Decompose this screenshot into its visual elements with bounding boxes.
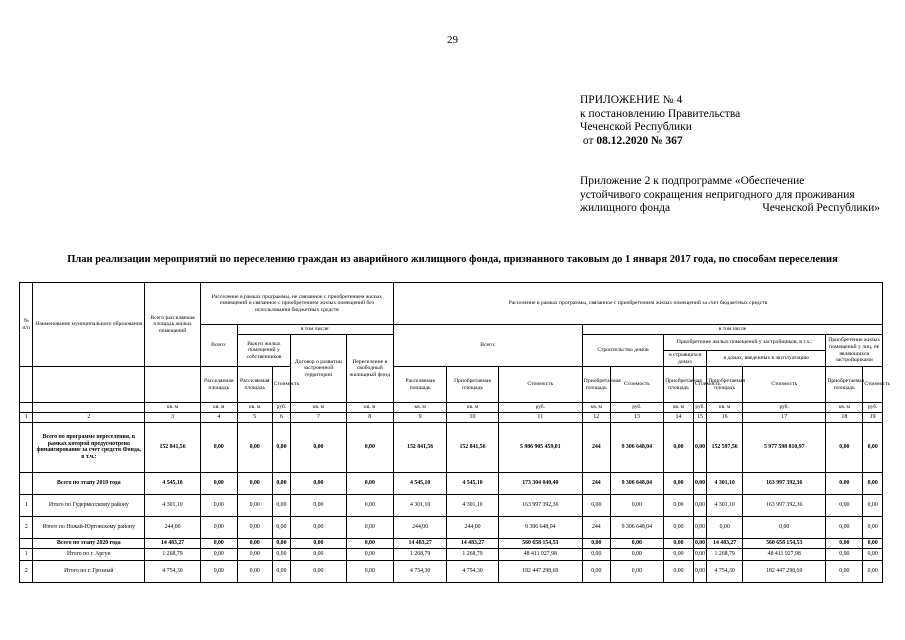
header-name: Наименование муниципального образования	[33, 283, 145, 367]
value-cell: 0,00	[237, 494, 272, 516]
value-cell: 152 597,56	[707, 422, 743, 472]
header-priobr-zastr: Приобретение жилых помещений у застройщиков, в т.ч.:	[664, 335, 826, 351]
value-cell: 0,00	[664, 472, 694, 494]
value-cell: 0,00	[863, 422, 883, 472]
header-rass-pl-b: Расселяемая площадь	[393, 367, 446, 403]
appendix2-line3a: жилищного фонда	[580, 202, 671, 214]
header-num: № п/п	[20, 283, 33, 367]
header-stoimost-domah: Стоимость	[743, 367, 826, 403]
unit-cell-13: руб.	[610, 403, 663, 413]
appendix-line4-prefix: от	[582, 134, 594, 147]
value-cell: 0,00	[291, 560, 346, 582]
value-cell: 163 997 392,36	[743, 472, 826, 494]
unit-cell-12: кв. м	[582, 403, 610, 413]
value-cell: 0,00	[863, 516, 883, 538]
row-name: Итого по г. Аргун	[33, 548, 145, 560]
value-cell: 0,00	[826, 538, 863, 548]
value-cell: 0,00	[610, 538, 663, 548]
row-number: 1	[20, 494, 33, 516]
value-cell: 4 754,30	[447, 560, 498, 582]
column-number: 3	[145, 413, 200, 423]
value-cell: 0,00	[693, 560, 706, 582]
value-cell: 4 545,10	[145, 472, 200, 494]
value-cell: 0,00	[272, 472, 290, 494]
table-row	[20, 516, 883, 538]
value-cell: 244,00	[145, 516, 200, 538]
value-cell: 0,00	[582, 538, 610, 548]
appendix2-line2: устойчивого сокращения непригодного для проживания	[580, 188, 855, 201]
row-number	[20, 472, 33, 494]
header-v-domah: в домах, введенных в эксплуатацию	[707, 351, 826, 367]
row-name: Всего по этапу 2019 года	[33, 472, 145, 494]
value-cell: 152 841,56	[145, 422, 200, 472]
value-cell: 152 841,56	[393, 422, 446, 472]
row-name: Всего по программе переселения, в рамках которой предусмотрено финансирование за счет средств Фонда, в т.ч.:	[33, 422, 145, 472]
value-cell: 0,00	[664, 548, 694, 560]
column-number: 14	[664, 413, 694, 423]
value-cell: 0,00	[346, 538, 393, 548]
value-cell: 4 301,10	[145, 494, 200, 516]
appendix2-block	[580, 175, 880, 216]
value-cell: 244	[582, 472, 610, 494]
value-cell: 0,00	[664, 538, 694, 548]
column-number: 11	[498, 413, 582, 423]
unit-cell-15: руб.	[693, 403, 706, 413]
column-number: 4	[200, 413, 237, 423]
value-cell: 0,00	[200, 548, 237, 560]
page-number: 29	[447, 34, 458, 46]
table-row	[20, 560, 883, 582]
header-v-tom-chisle-b: в том числе	[582, 325, 882, 335]
value-cell: 0,00	[291, 538, 346, 548]
value-cell: 4 301,10	[447, 494, 498, 516]
header-group-a: Расселение в рамках программы, не связанное с приобретением жилых помещений и связанное с приобретением жилых помещений без использования бюджетных средств	[200, 283, 393, 325]
value-cell: 0,00	[664, 560, 694, 582]
column-number: 9	[393, 413, 446, 423]
column-number: 17	[743, 413, 826, 423]
value-cell: 0,00	[272, 516, 290, 538]
value-cell: 560 658 154,53	[498, 538, 582, 548]
value-cell: 0,00	[200, 538, 237, 548]
value-cell: 5 986 905 459,01	[498, 422, 582, 472]
row-number: 1	[20, 548, 33, 560]
value-cell: 0,00	[291, 422, 346, 472]
value-cell: 0,00	[693, 516, 706, 538]
value-cell: 152 841,56	[447, 422, 498, 472]
header-priobr-lic: Приобретение жилых помещений у лиц, не являющихся застройщиками	[826, 335, 883, 367]
value-cell: 0,00	[664, 516, 694, 538]
column-number-row	[20, 413, 883, 423]
value-cell: 0,00	[237, 538, 272, 548]
row-name: Всего по этапу 2020 года	[33, 538, 145, 548]
value-cell: 0,00	[200, 516, 237, 538]
value-cell: 0,00	[291, 516, 346, 538]
value-cell: 14 483,27	[447, 538, 498, 548]
value-cell: 14 483,27	[393, 538, 446, 548]
appendix-line1: ПРИЛОЖЕНИЕ № 4	[580, 94, 683, 106]
header-total-area: Всего расселяемая площадь жилых помещений	[145, 283, 200, 367]
value-cell: 4 301,10	[393, 494, 446, 516]
value-cell: 0,00	[610, 548, 663, 560]
value-cell: 4 754,30	[393, 560, 446, 582]
header-rass-pl-vykup: Расселяемая площадь	[237, 367, 272, 403]
resettlement-plan-table	[19, 282, 891, 583]
header-stoimost-stroy: Стоимость	[693, 367, 706, 403]
row-number	[20, 538, 33, 548]
header-group-b: Расселение в рамках программы, связанное с приобретением жилых помещений за счет бюджетных средств	[393, 283, 882, 325]
value-cell: 0,00	[237, 516, 272, 538]
unit-cell-9: кв. м	[393, 403, 446, 413]
value-cell: 0,00	[693, 422, 706, 472]
table-row	[20, 494, 883, 516]
value-cell: 560 658 154,53	[743, 538, 826, 548]
value-cell: 48 411 927,98	[743, 548, 826, 560]
value-cell: 9 306 648,04	[610, 472, 663, 494]
unit-cell-8: кв. м	[346, 403, 393, 413]
value-cell: 1 268,79	[145, 548, 200, 560]
value-cell: 0,00	[707, 516, 743, 538]
value-cell: 163 997 392,36	[743, 494, 826, 516]
column-number: 13	[610, 413, 663, 423]
value-cell: 0,00	[200, 422, 237, 472]
table-row	[20, 538, 883, 548]
value-cell: 4 754,30	[145, 560, 200, 582]
column-number: 5	[237, 413, 272, 423]
value-cell: 0,00	[237, 548, 272, 560]
value-cell: 0,00	[664, 494, 694, 516]
header-v-stroyashch: в строящихся домах	[664, 351, 707, 367]
header-vsego-a: Всего:	[200, 325, 237, 367]
value-cell: 182 447 298,69	[498, 560, 582, 582]
appendix-line4	[580, 135, 740, 149]
value-cell: 0,00	[826, 560, 863, 582]
value-cell: 0,00	[346, 548, 393, 560]
appendix2-line3	[580, 202, 880, 216]
value-cell: 0,00	[693, 538, 706, 548]
value-cell: 244,00	[393, 516, 446, 538]
value-cell: 9 306 648,04	[610, 422, 663, 472]
appendix-block	[580, 94, 740, 148]
value-cell: 1 268,79	[707, 548, 743, 560]
value-cell: 0,00	[610, 494, 663, 516]
unit-cell-14: кв. м	[664, 403, 694, 413]
column-number: 6	[272, 413, 290, 423]
header-vsego-b: Всего:	[393, 325, 582, 367]
header-stroitelstvo: Строительство домов	[582, 335, 663, 367]
value-cell: 0,00	[237, 422, 272, 472]
header-dogovor: Договор о развитии застроенной территории	[291, 335, 346, 403]
header-priobr-pl-str: Приобретаемая площадь	[582, 367, 610, 403]
header-col1-empty	[145, 367, 200, 403]
document-title: План реализации мероприятий по переселению граждан из аварийного жилищного фонда, признанного таковым до 1 января 2017 года, по способам переселения	[67, 254, 838, 265]
header-stoimost-str: Стоимость	[610, 367, 663, 403]
value-cell: 244	[582, 516, 610, 538]
row-number: 2	[20, 516, 33, 538]
value-cell: 14 483,27	[707, 538, 743, 548]
unit-cell-10: кв. м	[447, 403, 498, 413]
value-cell: 0,00	[826, 494, 863, 516]
value-cell: 4 301,10	[707, 472, 743, 494]
unit-cell-7: кв. м	[291, 403, 346, 413]
unit-cell-4: кв. м	[200, 403, 237, 413]
value-cell: 0,00	[610, 560, 663, 582]
value-cell: 0,00	[826, 422, 863, 472]
value-cell: 0,00	[743, 516, 826, 538]
value-cell: 0,00	[582, 548, 610, 560]
column-number: 2	[33, 413, 145, 423]
value-cell: 0,00	[863, 472, 883, 494]
header-pereselenie-fond: Переселение в свободный жилищный фонд	[346, 335, 393, 403]
unit-cell-5: кв. м	[237, 403, 272, 413]
column-number: 16	[707, 413, 743, 423]
value-cell: 4 545,10	[447, 472, 498, 494]
value-cell: 0,00	[346, 422, 393, 472]
row-name: Итого по г. Грозный	[33, 560, 145, 582]
value-cell: 0,00	[863, 548, 883, 560]
value-cell: 0,00	[826, 548, 863, 560]
appendix-line3: Чеченской Республики	[580, 121, 692, 133]
header-stoimost-b: Стоимость	[498, 367, 582, 403]
value-cell: 14 483,27	[145, 538, 200, 548]
value-cell: 0,00	[200, 472, 237, 494]
column-number: 10	[447, 413, 498, 423]
column-number: 1	[20, 413, 33, 423]
value-cell: 0,00	[863, 560, 883, 582]
unit-cell-16: кв. м	[707, 403, 743, 413]
value-cell: 0,00	[200, 494, 237, 516]
appendix-date: 08.12.2020	[596, 134, 649, 147]
column-number: 19	[863, 413, 883, 423]
value-cell: 4 545,10	[393, 472, 446, 494]
value-cell: 0,00	[664, 422, 694, 472]
value-cell: 5 977 598 810,97	[743, 422, 826, 472]
column-number: 8	[346, 413, 393, 423]
value-cell: 0,00	[826, 472, 863, 494]
value-cell: 0,00	[291, 494, 346, 516]
value-cell: 182 447 298,69	[743, 560, 826, 582]
value-cell: 0,00	[582, 560, 610, 582]
table-row	[20, 422, 883, 472]
value-cell: 4 754,30	[707, 560, 743, 582]
value-cell: 1 268,79	[447, 548, 498, 560]
value-cell: 173 304 040,40	[498, 472, 582, 494]
table-row	[20, 472, 883, 494]
value-cell: 0,00	[693, 472, 706, 494]
value-cell: 0,00	[291, 472, 346, 494]
header-v-tom-chisle-a: в том числе:	[237, 325, 393, 335]
value-cell: 0,00	[272, 538, 290, 548]
row-number	[20, 422, 33, 472]
row-name: Итого по Гудермесскому району	[33, 494, 145, 516]
value-cell: 0,00	[693, 548, 706, 560]
value-cell: 0,00	[237, 472, 272, 494]
unit-cell-3: кв. м	[145, 403, 200, 413]
value-cell: 0,00	[346, 472, 393, 494]
appendix2-line3b: Чеченской Республики»	[762, 202, 880, 214]
unit-cell-1	[20, 403, 33, 413]
value-cell: 48 411 927,98	[498, 548, 582, 560]
unit-cell-11: руб.	[498, 403, 582, 413]
table-row	[20, 548, 883, 560]
value-cell: 9 306 648,04	[498, 516, 582, 538]
value-cell: 1 268,79	[393, 548, 446, 560]
value-cell: 0,00	[200, 560, 237, 582]
value-cell: 0,00	[291, 548, 346, 560]
header-rass-pl-a: Расселяемая площадь	[200, 367, 237, 403]
row-name: Итого по Ножай-Юртовскому району	[33, 516, 145, 538]
value-cell: 244,00	[447, 516, 498, 538]
value-cell: 163 997 392,36	[498, 494, 582, 516]
header-priobr-pl-domah: Приобретаемая площадь	[707, 367, 743, 403]
unit-cell-2	[33, 403, 145, 413]
column-number: 12	[582, 413, 610, 423]
header-vykup: Выкуп жилых помещений у собственников	[237, 335, 290, 367]
value-cell: 0,00	[346, 560, 393, 582]
column-number: 18	[826, 413, 863, 423]
value-cell: 0,00	[863, 538, 883, 548]
unit-cell-19: руб.	[863, 403, 883, 413]
value-cell: 0,00	[826, 516, 863, 538]
value-cell: 0,00	[863, 494, 883, 516]
header-priobr-pl-stroy: Приобретаемая площадь	[664, 367, 694, 403]
appendix2-line1: Приложение 2 к подпрограмме «Обеспечение	[580, 175, 805, 187]
value-cell: 4 301,10	[707, 494, 743, 516]
value-cell: 0,00	[346, 516, 393, 538]
header-priobr-pl-b: Приобретаемая площадь	[447, 367, 498, 403]
value-cell: 244	[582, 422, 610, 472]
header-stoimost-vykup: Стоимость	[272, 367, 290, 403]
column-number: 15	[693, 413, 706, 423]
appendix-number: № 367	[651, 134, 683, 147]
unit-cell-17: руб.	[743, 403, 826, 413]
value-cell: 0,00	[272, 560, 290, 582]
header-col3-empty	[20, 367, 33, 403]
units-row	[20, 403, 883, 413]
header-col2-empty	[33, 367, 145, 403]
header-stoimost-lic: Стоимость	[863, 367, 883, 403]
value-cell: 0,00	[237, 560, 272, 582]
row-number: 2	[20, 560, 33, 582]
value-cell: 0,00	[272, 422, 290, 472]
unit-cell-18: кв. м	[826, 403, 863, 413]
appendix-line2: к постановлению Правительства	[580, 107, 741, 120]
value-cell: 0,00	[346, 494, 393, 516]
column-number: 7	[291, 413, 346, 423]
value-cell: 0,00	[272, 548, 290, 560]
unit-cell-6: руб.	[272, 403, 290, 413]
value-cell: 0,00	[582, 494, 610, 516]
value-cell: 9 306 648,04	[610, 516, 663, 538]
value-cell: 0,00	[693, 494, 706, 516]
value-cell: 0,00	[272, 494, 290, 516]
header-priobr-pl-lic: Приобретаемая площадь	[826, 367, 863, 403]
